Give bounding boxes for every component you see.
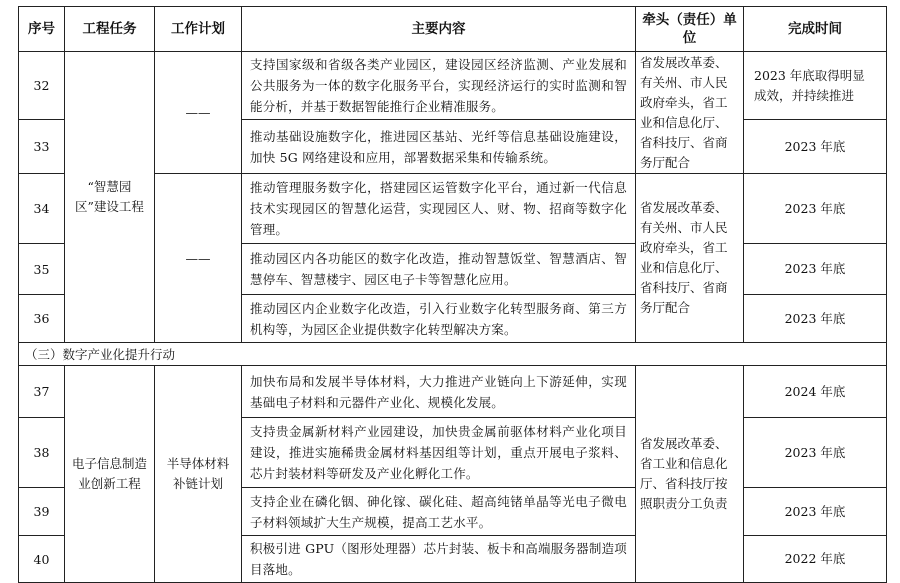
row-no: 38 bbox=[19, 418, 65, 488]
dept-cell: 省发展改革委、有关州、市人民政府牵头，省工业和信息化厅、省科技厅、省商务厅配合 bbox=[636, 52, 744, 174]
time-cell: 2023 年底 bbox=[744, 488, 887, 536]
row-no: 35 bbox=[19, 244, 65, 295]
time-cell: 2023 年底取得明显成效，并持续推进 bbox=[744, 52, 887, 120]
table-row bbox=[19, 52, 887, 120]
plan-cell bbox=[155, 52, 242, 174]
content-cell: 推动园区内企业数字化改造，引入行业数字化转型服务商、第三方机构等，为园区企业提供数字化转型解决方案。 bbox=[242, 295, 636, 343]
content-cell: 推动园区内各功能区的数字化改造，推动智慧饭堂、智慧酒店、智慧停车、智慧楼宇、园区电子卡等智慧化应用。 bbox=[242, 244, 636, 295]
time-cell: 2023 年底 bbox=[744, 244, 887, 295]
content-cell: 加快布局和发展半导体材料，大力推进产业链向上下游延伸，实现基础电子材料和元器件产业化、规模化发展。 bbox=[242, 366, 636, 418]
table-header-row bbox=[19, 7, 887, 52]
table-row bbox=[19, 366, 887, 418]
plan-dash: —— bbox=[185, 105, 211, 120]
header-dept: 牵头（责任）单位 bbox=[636, 7, 744, 52]
dept-cell: 省发展改革委、有关州、市人民政府牵头，省工业和信息化厅、省科技厅、省商务厅配合 bbox=[636, 174, 744, 343]
content-cell: 支持贵金属新材料产业园建设，加快贵金属前驱体材料产业化项目建设，推进实施稀贵金属材料基因组等计划，重点开展电子浆料、芯片封装材料等研发及产业化孵化工作。 bbox=[242, 418, 636, 488]
header-no: 序号 bbox=[19, 7, 65, 52]
time-cell: 2023 年底 bbox=[744, 120, 887, 174]
row-no: 36 bbox=[19, 295, 65, 343]
content-cell: 支持国家级和省级各类产业园区，建设园区经济监测、产业发展和公共服务为一体的数字化服务平台，实现经济运行的实时监测和智能分析，并基于数据智能推行企业精准服务。 bbox=[242, 52, 636, 120]
row-no: 33 bbox=[19, 120, 65, 174]
section-title: （三）数字产业化提升行动 bbox=[19, 343, 887, 366]
row-no: 32 bbox=[19, 52, 65, 120]
row-no: 34 bbox=[19, 174, 65, 244]
task-table bbox=[18, 6, 887, 583]
header-plan: 工作计划 bbox=[155, 7, 242, 52]
section-row bbox=[19, 343, 887, 366]
row-no: 40 bbox=[19, 536, 65, 583]
task-cell: “智慧园区”建设工程 bbox=[65, 52, 155, 343]
row-no: 37 bbox=[19, 366, 65, 418]
time-cell: 2023 年底 bbox=[744, 418, 887, 488]
header-time: 完成时间 bbox=[744, 7, 887, 52]
time-cell: 2023 年底 bbox=[744, 295, 887, 343]
time-cell: 2024 年底 bbox=[744, 366, 887, 418]
header-task: 工程任务 bbox=[65, 7, 155, 52]
content-cell: 积极引进 GPU（图形处理器）芯片封装、板卡和高端服务器制造项目落地。 bbox=[242, 536, 636, 583]
plan-dash: —— bbox=[185, 250, 211, 266]
dept-cell: 省发展改革委、省工业和信息化厅、省科技厅按照职责分工负责 bbox=[636, 366, 744, 583]
content-cell: 支持企业在磷化铟、砷化镓、碳化硅、超高纯锗单晶等光电子微电子材料领域扩大生产规模，提高工艺水平。 bbox=[242, 488, 636, 536]
content-cell: 推动管理服务数字化，搭建园区运管数字化平台，通过新一代信息技术实现园区的智慧化运营，实现园区人、财、物、招商等数字化管理。 bbox=[242, 174, 636, 244]
content-cell: 推动基础设施数字化，推进园区基站、光纤等信息基础设施建设，加快 5G 网络建设和应用，部署数据采集和传输系统。 bbox=[242, 120, 636, 174]
time-cell: 2022 年底 bbox=[744, 536, 887, 583]
plan-cell bbox=[155, 174, 242, 343]
header-content: 主要内容 bbox=[242, 7, 636, 52]
row-no: 39 bbox=[19, 488, 65, 536]
time-cell: 2023 年底 bbox=[744, 174, 887, 244]
task-cell: 电子信息制造业创新工程 bbox=[65, 366, 155, 583]
plan-cell: 半导体材料补链计划 bbox=[155, 366, 242, 583]
